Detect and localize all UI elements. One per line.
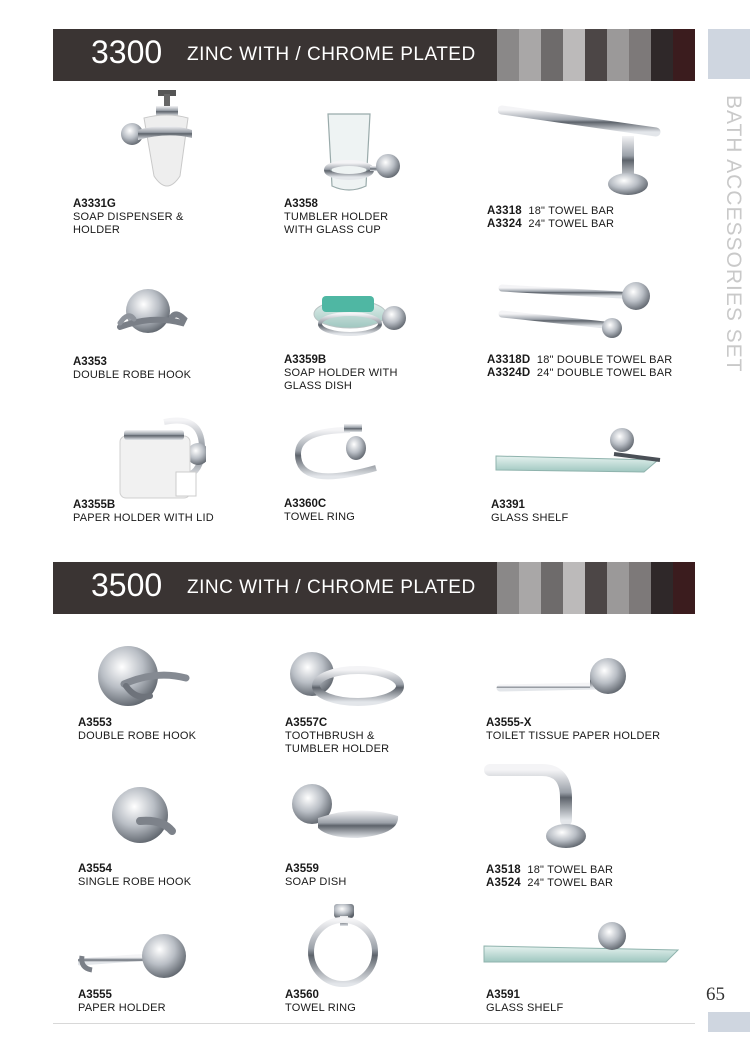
product-row [487, 367, 672, 380]
product-a3359b [284, 354, 398, 393]
product-code: A3391 [491, 499, 525, 511]
product-a3557c [285, 717, 389, 756]
product-description: WITH GLASS CUP [284, 224, 381, 236]
product-code: A3359B [284, 354, 327, 366]
product-row [486, 877, 613, 890]
tumbler-holder-image [320, 108, 400, 200]
product-description: HOLDER [73, 224, 121, 236]
product-description: DOUBLE ROBE HOOK [78, 730, 197, 742]
page-number: 65 [706, 984, 725, 1005]
product-code: A3355B [73, 499, 116, 511]
product-a3518 [486, 864, 613, 890]
towel-ring-image [294, 420, 384, 494]
product-code: A3557C [285, 717, 328, 729]
product-description: PAPER HOLDER [78, 1002, 166, 1014]
product-code: A3560 [285, 989, 319, 1001]
product-row [487, 205, 614, 218]
section-series-number: 3500 [91, 567, 163, 603]
product-a3591 [486, 989, 563, 1015]
product-code: A3524 [486, 877, 521, 889]
product-a3554 [78, 863, 191, 889]
product-description: SOAP DISH [285, 876, 347, 888]
product-description: SOAP DISPENSER & [73, 211, 184, 223]
product-description: TUMBLER HOLDER [285, 743, 390, 755]
product-description: TOWEL RING [285, 1002, 357, 1014]
product-code: A3559 [285, 863, 319, 875]
product-description: DOUBLE ROBE HOOK [73, 369, 192, 381]
product-code: A3324 [487, 218, 522, 230]
section-title: ZINC WITH / CHROME PLATED [187, 44, 476, 65]
product-description: 18" DOUBLE TOWEL BAR [536, 354, 673, 366]
product-code: A3553 [78, 717, 112, 729]
product-code: A3554 [78, 863, 112, 875]
product-code: A3353 [73, 356, 107, 368]
product-description: GLASS SHELF [486, 1002, 564, 1014]
banner-stripes [497, 562, 695, 614]
product-row [486, 864, 613, 877]
soap-dispenser-image [118, 88, 198, 200]
product-a3355b [73, 499, 214, 525]
product-description: 18" TOWEL BAR [527, 864, 614, 876]
product-a3555-x [486, 717, 660, 743]
towel-bar-image [484, 758, 594, 854]
paper-holder-image [116, 408, 206, 500]
product-code: A3324D [487, 367, 531, 379]
product-code: A3555 [78, 989, 112, 1001]
double-towel-bar-image [498, 276, 668, 342]
product-code: A3518 [486, 864, 521, 876]
product-a3553 [78, 717, 196, 743]
product-row [487, 354, 672, 367]
product-description: TOWEL RING [284, 511, 356, 523]
product-description: SINGLE ROBE HOOK [78, 876, 192, 888]
banner-stripes [497, 29, 695, 81]
section-banner-3500 [53, 562, 695, 614]
glass-shelf-image [482, 918, 682, 968]
product-description: SOAP HOLDER WITH [284, 367, 398, 379]
product-code: A3318D [487, 354, 531, 366]
product-a3318 [487, 205, 614, 231]
soap-holder-image [308, 292, 408, 348]
double-robe-hook-image [96, 640, 192, 708]
product-description: 24" TOWEL BAR [527, 877, 614, 889]
product-description: 18" TOWEL BAR [528, 205, 615, 217]
product-code: A3591 [486, 989, 520, 1001]
towel-ring-image [300, 900, 386, 988]
product-row [487, 218, 614, 231]
glass-shelf-image [494, 424, 666, 476]
paper-holder-image [78, 926, 198, 984]
product-a3560 [285, 989, 356, 1015]
product-a3353 [73, 356, 191, 382]
product-description: TOOTHBRUSH & [285, 730, 375, 742]
product-code: A3555-X [486, 717, 532, 729]
product-a3318d [487, 354, 672, 380]
product-a3358 [284, 198, 388, 237]
product-code: A3318 [487, 205, 522, 217]
toothbrush-tumbler-holder-image [288, 646, 406, 712]
product-a3331g [73, 198, 184, 237]
toilet-tissue-holder-image [494, 654, 634, 702]
product-description: 24" TOWEL BAR [528, 218, 615, 230]
product-code: A3360C [284, 498, 327, 510]
product-description: GLASS DISH [284, 380, 353, 392]
side-tab [708, 29, 750, 79]
footer-divider [53, 1023, 695, 1024]
soap-dish-image [288, 780, 406, 846]
product-code: A3358 [284, 198, 318, 210]
side-category-label: BATH ACCESSORIES SET [722, 95, 745, 373]
product-description: PAPER HOLDER WITH LID [73, 512, 214, 524]
section-banner-3300 [53, 29, 695, 81]
section-title: ZINC WITH / CHROME PLATED [187, 577, 476, 598]
side-tab-bottom [708, 1012, 750, 1032]
double-robe-hook-image [112, 283, 192, 343]
section-series-number: 3300 [91, 34, 163, 70]
product-code: A3331G [73, 198, 116, 210]
product-description: 24" DOUBLE TOWEL BAR [536, 367, 673, 379]
single-robe-hook-image [110, 781, 182, 853]
towel-bar-image [498, 100, 668, 200]
product-a3360c [284, 498, 355, 524]
product-description: GLASS SHELF [491, 512, 569, 524]
product-a3391 [491, 499, 568, 525]
product-a3559 [285, 863, 347, 889]
product-description: TUMBLER HOLDER [284, 211, 389, 223]
product-a3555 [78, 989, 166, 1015]
product-description: TOILET TISSUE PAPER HOLDER [486, 730, 661, 742]
